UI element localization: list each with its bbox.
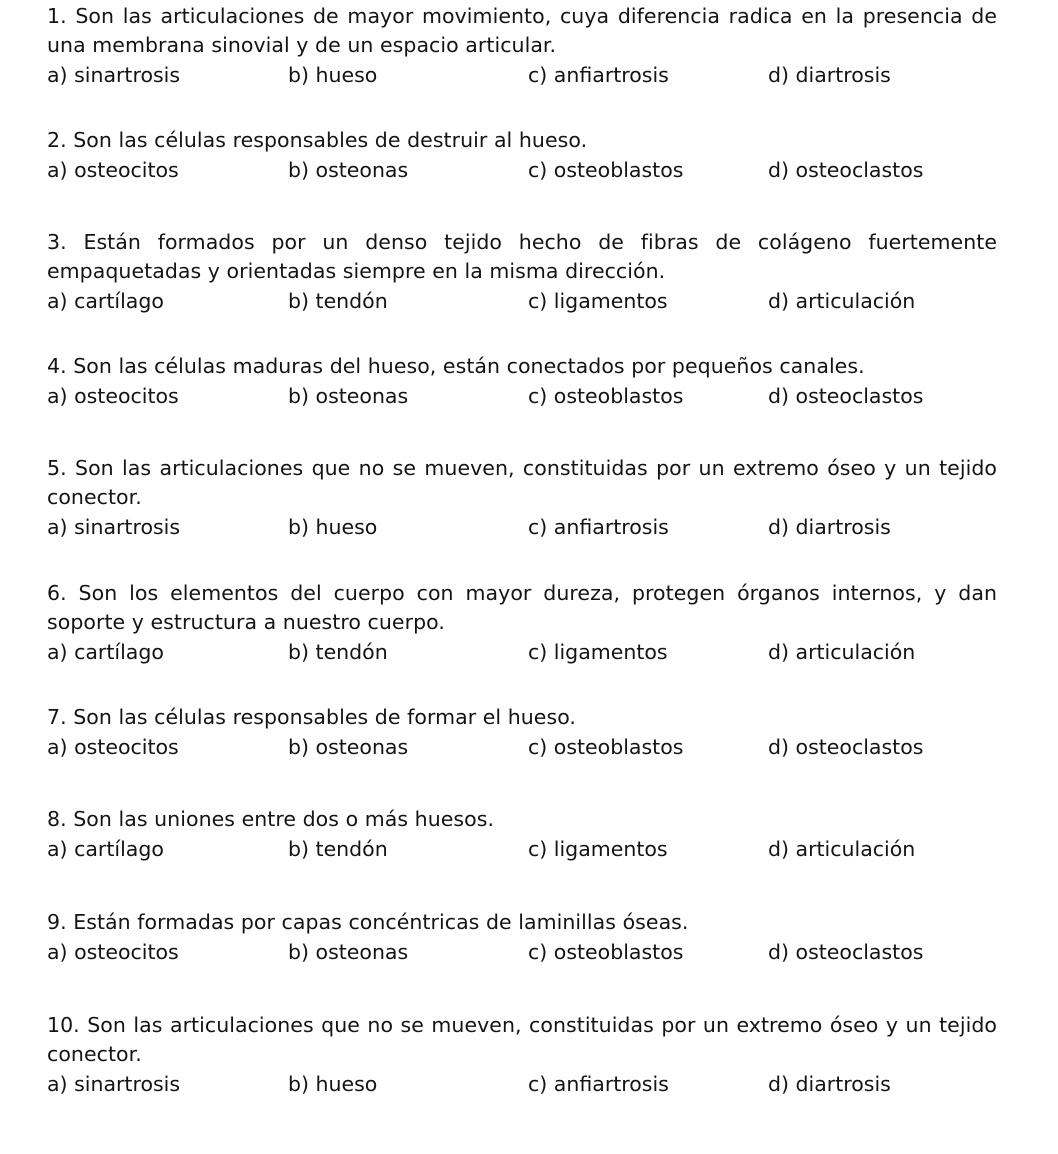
answer-options (47, 381, 997, 411)
answer-options (47, 155, 997, 185)
option-b[interactable]: b) tendón (288, 289, 388, 313)
answer-options (47, 1069, 997, 1099)
option-b[interactable]: b) hueso (288, 515, 378, 539)
option-a[interactable]: a) osteocitos (47, 940, 179, 964)
option-a[interactable]: a) cartílago (47, 289, 164, 313)
option-d[interactable]: d) articulación (768, 640, 916, 664)
option-b[interactable]: b) tendón (288, 837, 388, 861)
option-d[interactable]: d) articulación (768, 837, 916, 861)
answer-options (47, 637, 997, 667)
option-b[interactable]: b) tendón (288, 640, 388, 664)
option-c[interactable]: c) osteoblastos (528, 384, 684, 408)
option-b[interactable]: b) osteonas (288, 735, 409, 759)
question-5 (47, 454, 997, 542)
question-stem: 4. Son las células maduras del hueso, están conectados por pequeños canales. (47, 354, 865, 378)
option-b[interactable]: b) hueso (288, 63, 378, 87)
option-b[interactable]: b) osteonas (288, 384, 409, 408)
option-d[interactable]: d) osteoclastos (768, 158, 924, 182)
option-c[interactable]: c) ligamentos (528, 289, 668, 313)
option-d[interactable]: d) articulación (768, 289, 916, 313)
option-c[interactable]: c) osteoblastos (528, 940, 684, 964)
question-10 (47, 1011, 997, 1099)
option-c[interactable]: c) osteoblastos (528, 158, 684, 182)
option-c[interactable]: c) osteoblastos (528, 735, 684, 759)
question-3 (47, 228, 997, 316)
question-stem: 10. Son las articulaciones que no se mueven, constituidas por un extremo óseo y un tejido conector. (47, 1013, 997, 1066)
question-stem: 8. Son las uniones entre dos o más huesos. (47, 807, 495, 831)
option-a[interactable]: a) sinartrosis (47, 63, 181, 87)
question-stem: 7. Son las células responsables de formar el hueso. (47, 705, 576, 729)
option-a[interactable]: a) cartílago (47, 640, 164, 664)
option-b[interactable]: b) hueso (288, 1072, 378, 1096)
option-c[interactable]: c) anfiartrosis (528, 63, 669, 87)
option-a[interactable]: a) osteocitos (47, 384, 179, 408)
answer-options (47, 732, 997, 762)
option-d[interactable]: d) diartrosis (768, 1072, 891, 1096)
option-b[interactable]: b) osteonas (288, 940, 409, 964)
question-stem: 6. Son los elementos del cuerpo con mayor dureza, protegen órganos internos, y dan soporte y estructura a nuestro cuerpo. (47, 581, 997, 634)
answer-options (47, 60, 997, 90)
question-2 (47, 126, 997, 185)
option-d[interactable]: d) osteoclastos (768, 735, 924, 759)
option-d[interactable]: d) osteoclastos (768, 384, 924, 408)
question-1 (47, 2, 997, 90)
question-stem: 5. Son las articulaciones que no se mueven, constituidas por un extremo óseo y un tejido conector. (47, 456, 997, 509)
question-7 (47, 703, 997, 762)
option-a[interactable]: a) sinartrosis (47, 1072, 181, 1096)
question-stem: 1. Son las articulaciones de mayor movimiento, cuya diferencia radica en la presencia de una membrana sinovial y de un espacio articular. (47, 4, 997, 57)
question-8 (47, 805, 997, 864)
option-c[interactable]: c) anfiartrosis (528, 1072, 669, 1096)
question-stem: 2. Son las células responsables de destruir al hueso. (47, 128, 588, 152)
question-9 (47, 908, 997, 967)
option-a[interactable]: a) sinartrosis (47, 515, 181, 539)
answer-options (47, 834, 997, 864)
option-d[interactable]: d) diartrosis (768, 515, 891, 539)
option-d[interactable]: d) diartrosis (768, 63, 891, 87)
answer-options (47, 937, 997, 967)
option-d[interactable]: d) osteoclastos (768, 940, 924, 964)
answer-options (47, 286, 997, 316)
question-4 (47, 352, 997, 411)
question-6 (47, 579, 997, 667)
answer-options (47, 512, 997, 542)
option-a[interactable]: a) osteocitos (47, 735, 179, 759)
option-a[interactable]: a) cartílago (47, 837, 164, 861)
option-c[interactable]: c) ligamentos (528, 640, 668, 664)
option-a[interactable]: a) osteocitos (47, 158, 179, 182)
question-stem: 3. Están formados por un denso tejido hecho de fibras de colágeno fuertemente empaquetadas y orientadas siempre en la misma dirección. (47, 230, 997, 283)
option-c[interactable]: c) anfiartrosis (528, 515, 669, 539)
question-stem: 9. Están formadas por capas concéntricas de laminillas óseas. (47, 910, 689, 934)
option-b[interactable]: b) osteonas (288, 158, 409, 182)
option-c[interactable]: c) ligamentos (528, 837, 668, 861)
